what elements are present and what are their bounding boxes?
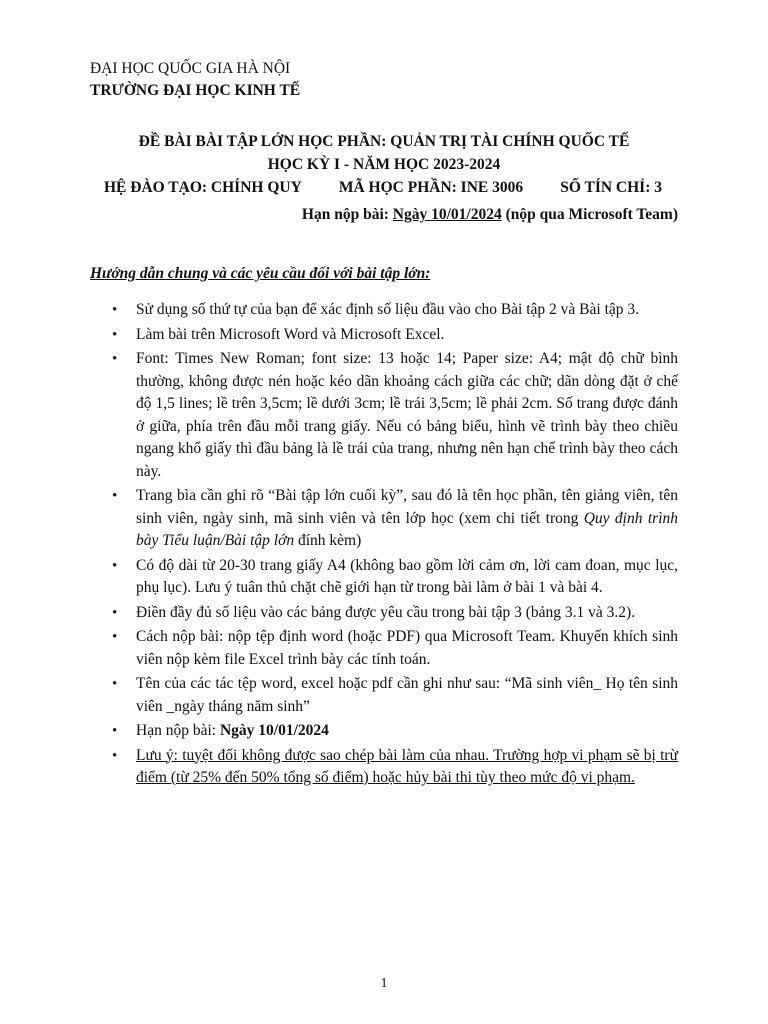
list-item: • Sử dụng số thứ tự của bạn để xác định số liệu đầu vào cho Bài tập 2 và Bài tập 3. bbox=[90, 299, 678, 322]
list-item: • Điền đầy đủ số liệu vào các bảng được yêu cầu trong bài tập 3 (bảng 3.1 và 3.2). bbox=[90, 602, 678, 625]
deadline-date: Ngày 10/01/2024 bbox=[392, 206, 502, 223]
bullet-icon: • bbox=[112, 326, 118, 343]
plagiarism-warning: Lưu ý: tuyệt đối không được sao chép bài làm của nhau. Trường hợp vi phạm sẽ bị trừ điểm (từ 25% đến 50% tổng số điểm) hoặc hủy bài thi tùy theo mức độ vi phạm. bbox=[136, 746, 678, 786]
list-item bbox=[90, 745, 678, 790]
list-item: • Trang bìa cần ghi rõ “Bài tập lớn cuối kỳ”, sau đó là tên học phần, tên giảng viên, tên sinh viên, ngày sinh, mã sinh viên và tên lớp học (xem chi tiết trong Quy định trình bày Tiểu luận/Bài tập lớn đính kèm) bbox=[112, 487, 678, 549]
bullet-icon: • bbox=[112, 302, 118, 318]
list-item: • Có độ dài từ 20-30 trang giấy A4 (không bao gồm lời cảm ơn, lời cam đoan, mục lục, phụ lục). Lưu ý tuân thủ chặt chẽ giới hạn từ trong bài làm ở bài 1 và bài 4. bbox=[112, 556, 678, 596]
program-type: HỆ ĐÀO TẠO: CHÍNH QUY bbox=[104, 179, 302, 196]
rules-list bbox=[90, 299, 678, 790]
deadline-label: Hạn nộp bài: bbox=[301, 206, 393, 223]
bullet-icon: • bbox=[112, 676, 118, 692]
title-block bbox=[90, 130, 678, 176]
course-meta-row bbox=[90, 176, 678, 199]
university-name: ĐẠI HỌC QUỐC GIA HÀ NỘI bbox=[90, 60, 291, 77]
course-code: MÃ HỌC PHẦN: INE 3006 bbox=[338, 179, 524, 196]
semester-line: HỌC KỲ I - NĂM HỌC 2023-2024 bbox=[267, 156, 501, 173]
list-item: • Font: Times New Roman; font size: 13 hoặc 14; Paper size: A4; mật độ chữ bình thường, không được nén hoặc kéo dãn khoảng cách giữa các chữ; dãn dòng đặt ở chế độ 1,5 lines; lề trên 3,5cm; lề dưới 3cm; lề trái 3,5cm; lề phải 2cm. Số trang được đánh ở giữa, phía trên đầu mỗi trang giấy. Nếu có bảng biểu, hình vẽ trình bày theo chiều ngang khổ giấy thì đầu bảng là lề trái của trang, nhưng nên hạn chế trình bày theo cách này. bbox=[112, 350, 678, 480]
bullet-icon: • bbox=[112, 557, 118, 574]
bullet-icon: • bbox=[112, 723, 118, 739]
list-item: • Cách nộp bài: nộp tệp định word (hoặc PDF) qua Microsoft Team. Khuyến khích sinh viên nộp kèm file Excel trình bày các tính toán. bbox=[112, 628, 678, 668]
bullet-icon: • bbox=[112, 629, 118, 645]
bullet-icon: • bbox=[112, 747, 118, 764]
school-name: TRƯỜNG ĐẠI HỌC KINH TẾ bbox=[90, 82, 301, 99]
deadline-date-bold: Ngày 10/01/2024 bbox=[219, 722, 329, 739]
bullet-icon: • bbox=[112, 488, 118, 504]
deadline-line bbox=[90, 203, 678, 227]
list-item: • Tên của các tác tệp word, excel hoặc pdf cần ghi như sau: “Mã sinh viên_ Họ tên sinh viên _ngày tháng năm sinh” bbox=[112, 675, 678, 715]
list-item: • Làm bài trên Microsoft Word và Microsoft Excel. bbox=[90, 324, 678, 347]
credit-count: SỐ TÍN CHỈ: 3 bbox=[560, 179, 662, 196]
section-heading: Hướng dẫn chung và các yêu cầu đối với bài tập lớn: bbox=[90, 265, 431, 282]
page-number: 1 bbox=[380, 976, 388, 991]
assignment-title: ĐỀ BÀI BÀI TẬP LỚN HỌC PHẦN: QUẢN TRỊ TÀI CHÍNH QUỐC TẾ bbox=[138, 133, 630, 150]
deadline-note: (nộp qua Microsoft Team) bbox=[501, 206, 678, 223]
list-item: • Hạn nộp bài: Ngày 10/01/2024 bbox=[90, 720, 678, 743]
bullet-icon: • bbox=[112, 604, 118, 621]
regulation-reference: Quy định trình bày Tiểu luận/Bài tập lớn bbox=[136, 509, 678, 549]
bullet-icon: • bbox=[112, 351, 118, 367]
